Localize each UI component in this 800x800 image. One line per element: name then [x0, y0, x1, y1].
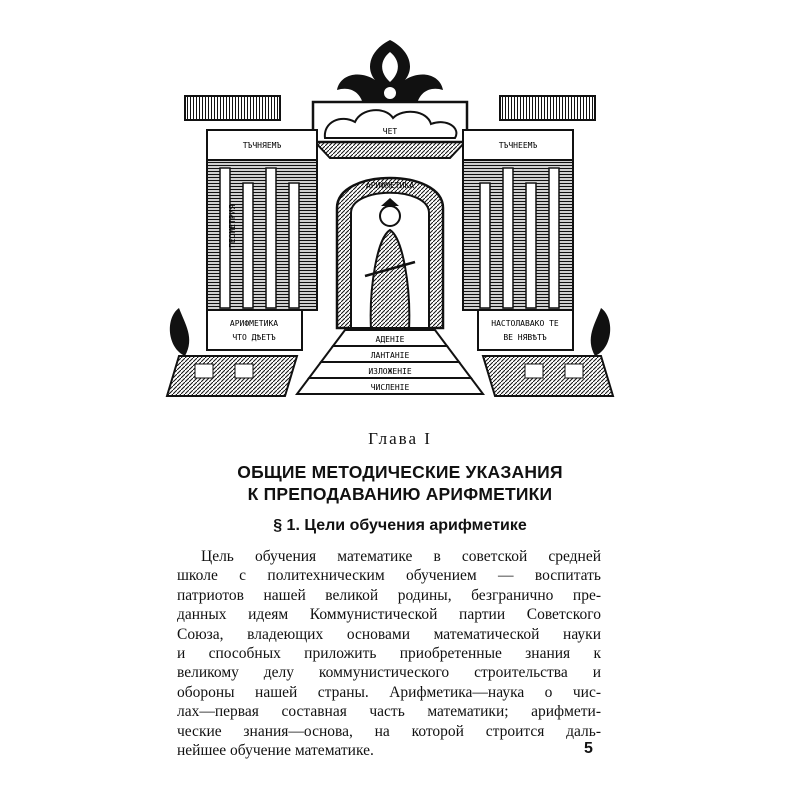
section-title: § 1. Цели обучения арифметике: [273, 517, 527, 534]
svg-text:ВЕ НЯВѢТЪ: ВЕ НЯВѢТЪ: [503, 333, 547, 342]
throne-arch: [337, 178, 443, 330]
paragraph-line: обороны нашей страны. Арифметика—наука о чис-: [177, 683, 601, 701]
chapter-label: Глава I: [368, 429, 432, 448]
paragraph-line: лах—первая составная часть математики; арифмети-: [177, 703, 601, 721]
paragraph-line: школе с политехническим обучением — воспитать: [177, 567, 601, 585]
paragraph-line: данных идеям Коммунистической партии Советского: [177, 606, 601, 624]
right-colonnade: [463, 130, 573, 350]
paragraph-line: ческие знания—основа, на которой строится даль-: [177, 722, 601, 740]
throne-steps: [297, 330, 483, 394]
svg-text:ЧТО ДѢЕТЪ: ЧТО ДѢЕТЪ: [232, 333, 276, 342]
paragraph-line: великому делу коммунистического строительства и: [177, 664, 601, 682]
paragraph-line: Союза, владеющих основами математической науки: [177, 625, 601, 643]
body-paragraph: [177, 547, 601, 760]
svg-text:ГЕОМЕТРИЯ: ГЕОМЕТРИЯ: [228, 204, 237, 248]
svg-text:ТЪЧНЯЕМЪ: ТЪЧНЯЕМЪ: [242, 141, 282, 150]
svg-text:ЧЕТ: ЧЕТ: [382, 127, 398, 136]
paragraph-line: патриотов нашей великой родины, безгранично пре-: [177, 586, 601, 604]
arithmetic-frontispiece-woodcut-icon: [165, 38, 615, 400]
svg-text:ЧИСЛЕНІЕ: ЧИСЛЕНІЕ: [370, 383, 410, 392]
crest-ornament: [337, 40, 443, 104]
chapter-heading-line-1: ОБЩИЕ МЕТОДИЧЕСКИЕ УКАЗАНИЯ: [237, 462, 563, 482]
svg-text:ИЗЛОЖЕНІЕ: ИЗЛОЖЕНІЕ: [368, 367, 412, 376]
left-colonnade: [207, 130, 317, 350]
svg-text:АДЕНІЕ: АДЕНІЕ: [375, 335, 405, 344]
chapter-heading-line-2: К ПРЕПОДАВАНИЮ АРИФМЕТИКИ: [247, 484, 553, 504]
paragraph-line: Цель обучения математике в советской средней: [201, 548, 601, 565]
cloud-cartouche: [313, 102, 467, 142]
paragraph-line: нейшее обучение математике.: [177, 741, 374, 759]
page-number: 5: [584, 740, 593, 757]
svg-text:НАСТОЛАВАКО ТЕ: НАСТОЛАВАКО ТЕ: [491, 319, 559, 328]
svg-text:ЛАНТАНІЕ: ЛАНТАНІЕ: [370, 351, 410, 360]
svg-text:АРИФМЕТИКА: АРИФМЕТИКА: [229, 319, 279, 328]
svg-text:ТЪЧНЕЕМЪ: ТЪЧНЕЕМЪ: [498, 141, 538, 150]
paragraph-line: и способных приложить приобретенные знания к: [177, 644, 601, 662]
svg-text:АРИФМЕТИКА: АРИФМЕТИКА: [365, 181, 415, 190]
